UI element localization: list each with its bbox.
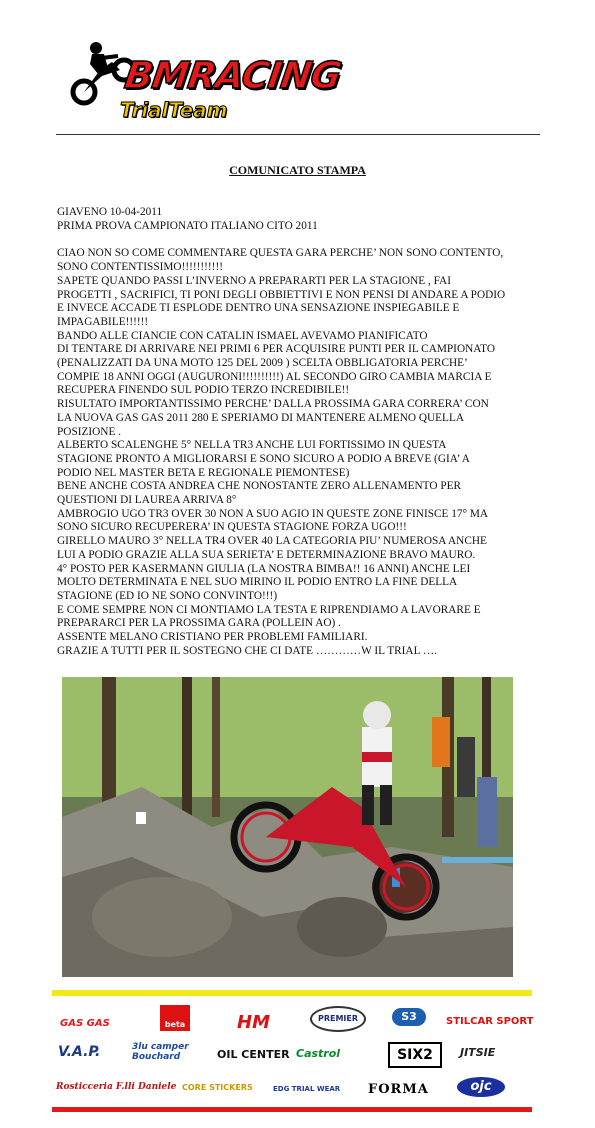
body-line: PODIO NEL MASTER BETA E REGIONALE PIEMONTESE) [57,466,350,479]
body-line: LA NUOVA GAS GAS 2011 280 E SPERIAMO DI MANTENERE ALMENO QUELLA [57,411,465,424]
sponsor-forma: FORMA [368,1082,429,1097]
press-release-body [57,206,547,659]
sponsor-gasgas: GAS GAS [60,1018,110,1029]
body-line: SAPETE QUANDO PASSI L’INVERNO A PREPARARTI PER LA STAGIONE , FAI [57,274,451,287]
body-line: DI TENTARE DI ARRIVARE NEI PRIMI 6 PER ACQUISIRE PUNTI PER IL CAMPIONATO [57,343,496,356]
body-line: QUESTIONI DI LAUREA ARRIVA 8° [57,494,237,507]
body-line: RISULTATO IMPORTANTISSIMO PERCHE’ DALLA PROSSIMA GARA CORRERA’ CON [57,398,489,411]
body-line: BENE ANCHE COSTA ANDREA CHE NONOSTANTE ZERO ALLENAMENTO PER [57,480,462,493]
sponsor-camper: 3lu camper Bouchard [132,1042,189,1062]
body-line: CIAO NON SO COME COMMENTARE QUESTA GARA PERCHE’ NON SONO CONTENTO, [57,247,504,260]
body-line: BANDO ALLE CIANCIE CON CATALIN ISMAEL AVEVAMO PIANIFICATO [57,329,428,342]
sponsor-oilcenter: OIL CENTER [217,1048,290,1061]
body-line: GIRELLO MAURO 3° NELLA TR4 OVER 40 LA CATEGORIA PIU’ NUMEROSA ANCHE [57,535,487,548]
sponsor-rosticceria: Rosticceria F.lli Daniele [56,1082,177,1092]
body-line: E INVECE ACCADE TI ESPLODE DENTRO UNA SENSAZIONE INSPIEGABILE E [57,302,460,315]
body-line: PREPARARCI PER LA PROSSIMA GARA (POLLEIN AO) . [57,617,341,630]
body-line: ASSENTE MELANO CRISTIANO PER PROBLEMI FAMILIARI. [57,631,368,644]
sponsor-castrol: Castrol [296,1047,341,1060]
body-line: STAGIONE (ED IO NE SONO CONVINTO!!!) [57,589,278,602]
paragraph-gap [57,233,547,247]
body-line: COMPIE 18 ANNI OGGI (AUGURONI!!!!!!!!!!) AL SECONDO GIRO CAMBIA MARCIA E [57,370,492,383]
bmracing-logo [70,40,344,126]
sponsor-jitsie: JITSIE [460,1046,496,1059]
body-line: RECUPERA FINENDO SUL PODIO TERZO INCREDIBILE!! [57,384,350,397]
body-line: ALBERTO SCALENGHE 5° NELLA TR3 ANCHE LUI FORTISSIMO IN QUESTA [57,439,447,452]
body-line: PROGETTI , SACRIFICI, TI PONI DEGLI OBBIETTIVI E NON PENSI DI ANDARE A PODIO [57,288,506,301]
body-line: MOLTO DETERMINATA E NEL SUO MIRINO IL PODIO ENTRO LA FINE DELLA [57,576,458,589]
body-lines [57,247,547,658]
sponsor-beta: beta [160,1005,190,1031]
sponsor-s3: S3 [392,1008,426,1026]
body-line: (PENALIZZATI DA UNA MOTO 125 DEL 2009 ) SCELTA OBBLIGATORIA PERCHE’ [57,357,468,370]
body-line: E COME SEMPRE NON CI MONTIAMO LA TESTA E RIPRENDIAMO A LAVORARE E [57,603,481,616]
sponsor-vap: V.A.P. [58,1044,101,1060]
page-title: COMUNICATO STAMPA [229,163,366,177]
sponsor-bottom-bar [52,1107,532,1112]
body-line: AMBROGIO UGO TR3 OVER 30 NON A SUO AGIO IN QUESTE ZONE FINISCE 17° MA [57,507,489,520]
body-line: SONO SICURO RECUPERERA’ IN QUESTA STAGIONE FORZA UGO!!! [57,521,407,534]
sponsors-panel [52,990,532,1112]
header-divider [56,134,540,135]
body-line: LUI A PODIO GRAZIE ALLA SUA SERIETA’ E DETERMINAZIONE BRAVO MAURO. [57,548,476,561]
sponsor-stilcar: STILCAR SPORT [446,1016,534,1027]
brand-subtitle: TrialTeam [120,98,228,122]
body-line: POSIZIONE . [57,425,122,438]
body-line: IMPAGABILE!!!!!! [57,315,149,328]
body-line: GRAZIE A TUTTI PER IL SOSTEGNO CHE CI DATE …………W IL TRIAL …. [57,644,437,657]
sponsor-top-bar [52,990,532,996]
sponsor-edg: EDG TRIAL WEAR [273,1085,341,1093]
sponsor-six2: SIX2 [388,1042,442,1068]
sponsor-core-stickers: CORE STICKERS [182,1083,253,1092]
body-line: STAGIONE PRONTO A MIGLIORARSI E SONO SICURO A PODIO A BREVE (GIA’ A [57,452,470,465]
dateline: GIAVENO 10-04-2011 [57,206,163,218]
sponsor-premier: PREMIER [310,1006,366,1032]
brand-name: BMRACING [121,54,344,97]
body-line: 4° POSTO PER KASERMANN GIULIA (LA NOSTRA BIMBA!! 16 ANNI) ANCHE LEI [57,562,471,575]
sponsor-hm: HM [237,1012,270,1033]
trial-rider-photo [62,677,513,977]
body-line: SONO CONTENTISSIMO!!!!!!!!!!! [57,261,223,274]
event-name: PRIMA PROVA CAMPIONATO ITALIANO CITO 2011 [57,219,318,232]
sponsor-ojc: ojc [457,1077,505,1097]
